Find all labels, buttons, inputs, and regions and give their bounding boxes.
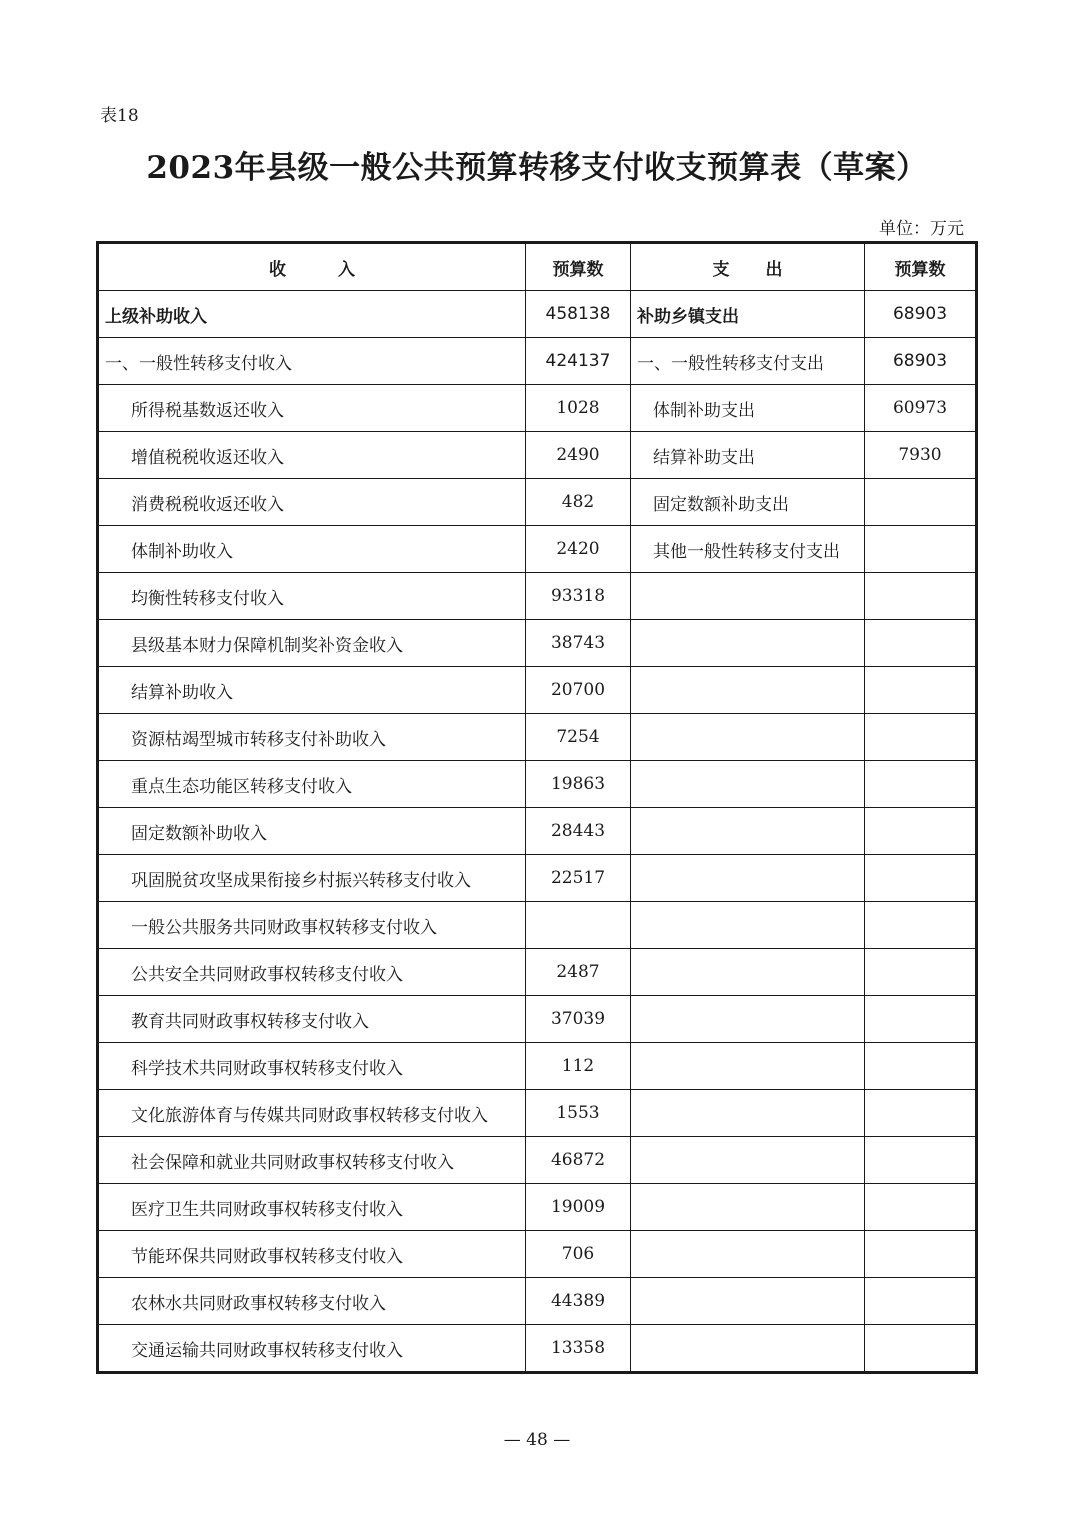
income-item-cell: 一、一般性转移支付收入 [98,338,526,385]
income-item-cell: 巩固脱贫攻坚成果衔接乡村振兴转移支付收入 [98,855,526,902]
table-row [98,1325,977,1373]
table-header-row [98,243,977,291]
income-value-cell: 93318 [526,573,631,620]
table-row [98,808,977,855]
expense-value-cell: 7930 [865,432,977,479]
expense-item-cell: 固定数额补助支出 [631,479,865,526]
income-value-cell: 458138 [526,291,631,338]
expense-item-cell [631,1090,865,1137]
expense-item-cell: 结算补助支出 [631,432,865,479]
expense-value-cell: 60973 [865,385,977,432]
expense-item-cell [631,714,865,761]
income-value-cell: 19863 [526,761,631,808]
table-row [98,902,977,949]
expense-value-cell [865,526,977,573]
table-row [98,949,977,996]
table-row [98,620,977,667]
expense-item-cell [631,855,865,902]
expense-value-cell [865,714,977,761]
table-row [98,1137,977,1184]
income-item-cell: 文化旅游体育与传媒共同财政事权转移支付收入 [98,1090,526,1137]
income-item-cell: 社会保障和就业共同财政事权转移支付收入 [98,1137,526,1184]
income-value-cell: 706 [526,1231,631,1278]
income-value-cell: 22517 [526,855,631,902]
table-row [98,573,977,620]
table-row [98,1231,977,1278]
expense-item-cell: 一、一般性转移支付支出 [631,338,865,385]
expense-value-cell [865,855,977,902]
table-row [98,1043,977,1090]
table-row [98,667,977,714]
table-number: 表18 [100,106,139,126]
income-value-cell: 112 [526,1043,631,1090]
income-value-cell: 46872 [526,1137,631,1184]
table-row [98,338,977,385]
income-value-cell: 7254 [526,714,631,761]
table-row [98,714,977,761]
unit-label: 单位：万元 [879,219,964,239]
expense-item-cell [631,996,865,1043]
income-item-cell: 农林水共同财政事权转移支付收入 [98,1278,526,1325]
income-item-cell: 重点生态功能区转移支付收入 [98,761,526,808]
expense-item-cell: 体制补助支出 [631,385,865,432]
expense-item-cell [631,1278,865,1325]
income-item-cell: 交通运输共同财政事权转移支付收入 [98,1325,526,1373]
income-value-cell: 482 [526,479,631,526]
income-item-cell: 固定数额补助收入 [98,808,526,855]
page-title: 2023年县级一般公共预算转移支付收支预算表（草案） [146,150,928,186]
income-value-cell [526,902,631,949]
income-item-cell: 体制补助收入 [98,526,526,573]
income-item-cell: 公共安全共同财政事权转移支付收入 [98,949,526,996]
income-value-cell: 2490 [526,432,631,479]
expense-value-cell [865,1231,977,1278]
table-row [98,479,977,526]
expense-item-cell [631,761,865,808]
expense-item-cell [631,1043,865,1090]
page-number: — 48 — [503,1430,571,1450]
income-item-cell: 均衡性转移支付收入 [98,573,526,620]
table-row [98,385,977,432]
expense-value-cell [865,1184,977,1231]
income-value-cell: 38743 [526,620,631,667]
expense-value-cell [865,1043,977,1090]
table-row [98,855,977,902]
income-item-cell: 节能环保共同财政事权转移支付收入 [98,1231,526,1278]
expense-value-cell: 68903 [865,338,977,385]
expense-item-cell [631,902,865,949]
income-value-cell: 19009 [526,1184,631,1231]
income-value-cell: 1028 [526,385,631,432]
table-row [98,761,977,808]
income-value-cell: 13358 [526,1325,631,1373]
income-item-cell: 医疗卫生共同财政事权转移支付收入 [98,1184,526,1231]
column-header-income: 收入 [98,243,526,291]
income-value-cell: 2487 [526,949,631,996]
income-value-cell: 20700 [526,667,631,714]
income-value-cell: 1553 [526,1090,631,1137]
income-value-cell: 424137 [526,338,631,385]
expense-value-cell [865,996,977,1043]
expense-value-cell [865,1137,977,1184]
expense-value-cell [865,667,977,714]
table-row [98,996,977,1043]
table-row [98,1278,977,1325]
table-row [98,1090,977,1137]
income-item-cell: 上级补助收入 [98,291,526,338]
expense-value-cell [865,808,977,855]
column-header-expense: 支出 [631,243,865,291]
expense-value-cell [865,761,977,808]
income-item-cell: 增值税税收返还收入 [98,432,526,479]
expense-item-cell [631,620,865,667]
expense-item-cell [631,1137,865,1184]
column-header-expense-budget: 预算数 [865,243,977,291]
expense-value-cell [865,1090,977,1137]
expense-item-cell [631,667,865,714]
income-item-cell: 结算补助收入 [98,667,526,714]
expense-item-cell [631,1184,865,1231]
income-item-cell: 消费税税收返还收入 [98,479,526,526]
expense-value-cell [865,479,977,526]
income-item-cell: 资源枯竭型城市转移支付补助收入 [98,714,526,761]
table-row [98,291,977,338]
expense-value-cell: 68903 [865,291,977,338]
expense-value-cell [865,1278,977,1325]
column-header-income-budget: 预算数 [526,243,631,291]
income-item-cell: 所得税基数返还收入 [98,385,526,432]
income-item-cell: 科学技术共同财政事权转移支付收入 [98,1043,526,1090]
income-item-cell: 县级基本财力保障机制奖补资金收入 [98,620,526,667]
expense-value-cell [865,620,977,667]
expense-item-cell [631,808,865,855]
expense-value-cell [865,573,977,620]
expense-item-cell [631,949,865,996]
table-row [98,526,977,573]
expense-value-cell [865,902,977,949]
income-item-cell: 教育共同财政事权转移支付收入 [98,996,526,1043]
income-item-cell: 一般公共服务共同财政事权转移支付收入 [98,902,526,949]
table-row [98,432,977,479]
expense-value-cell [865,949,977,996]
budget-table [96,241,978,1374]
expense-value-cell [865,1325,977,1373]
income-value-cell: 37039 [526,996,631,1043]
expense-item-cell [631,1325,865,1373]
expense-item-cell [631,573,865,620]
table-row [98,1184,977,1231]
income-value-cell: 44389 [526,1278,631,1325]
expense-item-cell [631,1231,865,1278]
income-value-cell: 28443 [526,808,631,855]
expense-item-cell: 补助乡镇支出 [631,291,865,338]
expense-item-cell: 其他一般性转移支付支出 [631,526,865,573]
income-value-cell: 2420 [526,526,631,573]
